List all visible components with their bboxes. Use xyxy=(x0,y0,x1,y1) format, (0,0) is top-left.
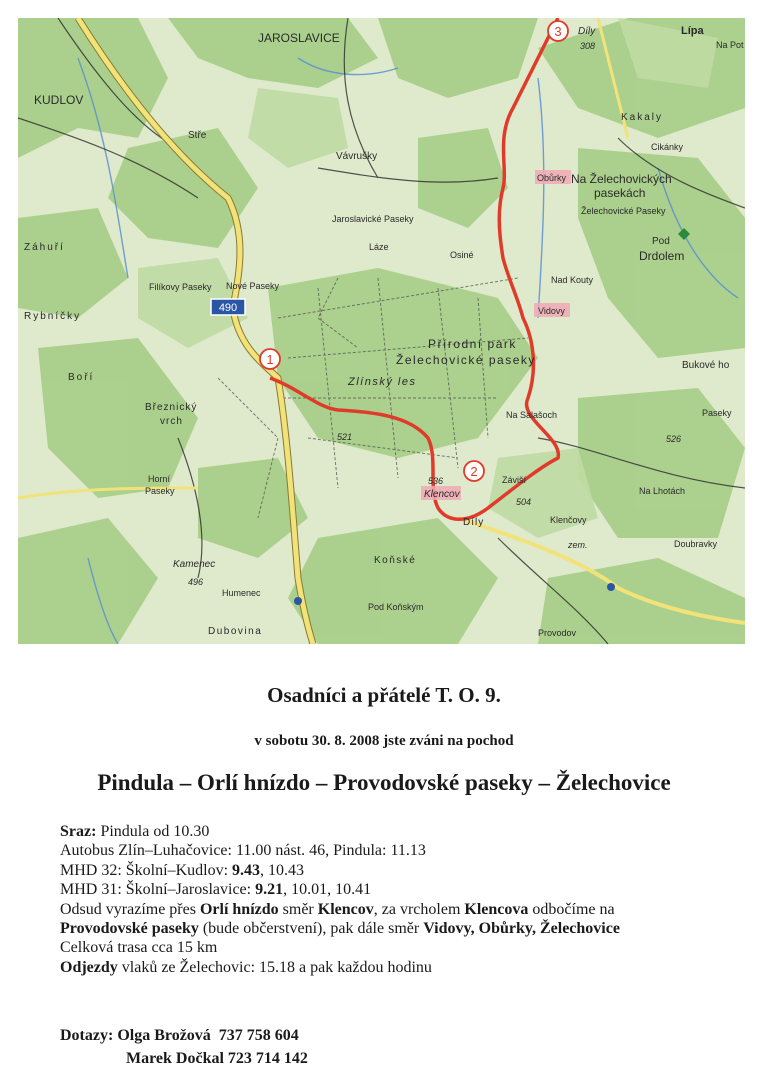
marker-1 xyxy=(260,349,280,369)
svg-text:Na Želechovických: Na Želechovických xyxy=(571,172,672,186)
contact-name-1: Olga Brožová xyxy=(117,1027,211,1044)
svg-text:Cikánky: Cikánky xyxy=(651,142,684,152)
svg-text:Na Salašoch: Na Salašoch xyxy=(506,410,558,420)
bus-line: Autobus Zlín–Luhačovice: 11.00 nást. 46, Pindula: 11.13 xyxy=(60,842,426,860)
svg-text:Lípa: Lípa xyxy=(681,25,704,37)
route-map xyxy=(18,18,745,644)
bus-stop-icon xyxy=(294,597,302,605)
svg-text:Želechovické paseky: Želechovické paseky xyxy=(396,353,536,367)
svg-text:Kakaly: Kakaly xyxy=(621,112,664,123)
contacts xyxy=(60,1024,308,1070)
svg-text:504: 504 xyxy=(516,497,532,507)
svg-text:308: 308 xyxy=(580,41,596,51)
svg-text:521: 521 xyxy=(337,432,353,442)
event-subtitle: v sobotu 30. 8. 2008 jste zváni na pochod xyxy=(254,733,514,749)
contact-row-1 xyxy=(60,1024,308,1047)
svg-text:Díly: Díly xyxy=(463,517,485,528)
svg-text:Vávrušky: Vávrušky xyxy=(336,151,378,162)
marker-2 xyxy=(464,461,484,481)
route-description-line1: Odsud vyrazíme přes Orlí hnízdo směr Klencov, za vrcholem Klencova odbočíme na xyxy=(60,900,615,918)
svg-text:Osiné: Osiné xyxy=(450,250,474,260)
route-description-line2: Provodovské paseky (bude občerstvení), pak dále směr Vidovy, Obůrky, Želechovice xyxy=(60,920,620,938)
svg-text:Bukové ho: Bukové ho xyxy=(682,360,730,371)
svg-text:Přírodní park: Přírodní park xyxy=(428,337,517,351)
label-jaroslavice: JAROSLAVICE xyxy=(258,31,340,45)
svg-text:Filíkovy Paseky: Filíkovy Paseky xyxy=(149,282,212,292)
svg-text:3: 3 xyxy=(554,24,562,39)
contact-phone-2: 723 714 142 xyxy=(227,1050,308,1067)
svg-text:Na Pot: Na Pot xyxy=(716,40,744,50)
svg-text:Klenčovy: Klenčovy xyxy=(550,515,587,525)
svg-text:Dubovina: Dubovina xyxy=(208,626,263,637)
sraz-label: Sraz: xyxy=(60,823,97,840)
svg-text:Na Lhotách: Na Lhotách xyxy=(639,486,686,496)
svg-text:zem.: zem. xyxy=(568,540,588,550)
map-graphic xyxy=(18,18,745,644)
svg-text:Želechovické Paseky: Želechovické Paseky xyxy=(581,206,666,216)
event-title: Osadníci a přátelé T. O. 9. xyxy=(267,683,501,707)
svg-text:Boří: Boří xyxy=(68,372,95,383)
mhd31-line: MHD 31: Školní–Jaroslavice: 9.21, 10.01, 10.41 xyxy=(60,881,372,899)
contact-name-2: Marek Dočkal xyxy=(126,1050,224,1067)
contact-phone-1: 737 758 604 xyxy=(218,1027,299,1044)
meeting-line xyxy=(60,822,740,841)
label-kudlov: KUDLOV xyxy=(34,93,84,107)
svg-text:526: 526 xyxy=(666,434,682,444)
svg-text:Humenec: Humenec xyxy=(222,588,261,598)
svg-text:Paseky: Paseky xyxy=(145,486,175,496)
total-distance: Celková trasa cca 15 km xyxy=(60,939,218,957)
svg-text:Koňské: Koňské xyxy=(374,555,417,566)
svg-text:vrch: vrch xyxy=(160,416,183,427)
contacts-label: Dotazy: xyxy=(60,1027,114,1044)
svg-text:Díly: Díly xyxy=(578,26,596,37)
svg-text:pasekách: pasekách xyxy=(594,186,646,200)
event-details xyxy=(60,822,740,977)
svg-text:Láze: Láze xyxy=(369,242,389,252)
svg-text:Paseky: Paseky xyxy=(702,408,732,418)
svg-text:496: 496 xyxy=(188,577,204,587)
svg-text:Stře: Stře xyxy=(188,130,207,141)
svg-text:Drdolem: Drdolem xyxy=(639,249,685,263)
marker-3 xyxy=(548,21,568,41)
svg-text:Pod: Pod xyxy=(652,236,670,247)
svg-text:Provodov: Provodov xyxy=(538,628,577,638)
svg-text:Kamenec: Kamenec xyxy=(173,559,216,570)
svg-text:Nad Kouty: Nad Kouty xyxy=(551,275,594,285)
svg-text:Klencov: Klencov xyxy=(424,489,460,500)
svg-text:Doubravky: Doubravky xyxy=(674,539,718,549)
svg-text:Zlínský les: Zlínský les xyxy=(348,376,417,388)
svg-text:Vidovy: Vidovy xyxy=(538,306,565,316)
svg-text:Pod Koňským: Pod Koňským xyxy=(368,602,424,612)
svg-text:Jaroslavické Paseky: Jaroslavické Paseky xyxy=(332,214,414,224)
svg-text:1: 1 xyxy=(266,352,274,367)
departures-line: Odjezdy vlaků ze Želechovic: 15.18 a pak každou hodinu xyxy=(60,958,432,976)
mhd32-line: MHD 32: Školní–Kudlov: 9.43, 10.43 xyxy=(60,861,305,879)
svg-text:Záhuří: Záhuří xyxy=(24,242,65,253)
sraz-text: Pindula od 10.30 xyxy=(96,823,210,840)
svg-text:2: 2 xyxy=(470,464,478,479)
contact-row-2 xyxy=(60,1047,308,1070)
road-490-label: 490 xyxy=(218,302,238,314)
svg-text:Rybníčky: Rybníčky xyxy=(24,311,82,322)
train-stop-icon xyxy=(607,583,615,591)
svg-text:Nové Paseky: Nové Paseky xyxy=(226,281,280,291)
svg-text:Březnický: Březnický xyxy=(145,402,198,413)
svg-text:Horní: Horní xyxy=(148,474,171,484)
route-heading: Pindula – Orlí hnízdo – Provodovské paseky – Želechovice xyxy=(97,770,671,795)
svg-text:536: 536 xyxy=(428,476,444,486)
svg-text:Záviší: Záviší xyxy=(502,475,527,485)
svg-text:Obůrky: Obůrky xyxy=(537,173,567,183)
